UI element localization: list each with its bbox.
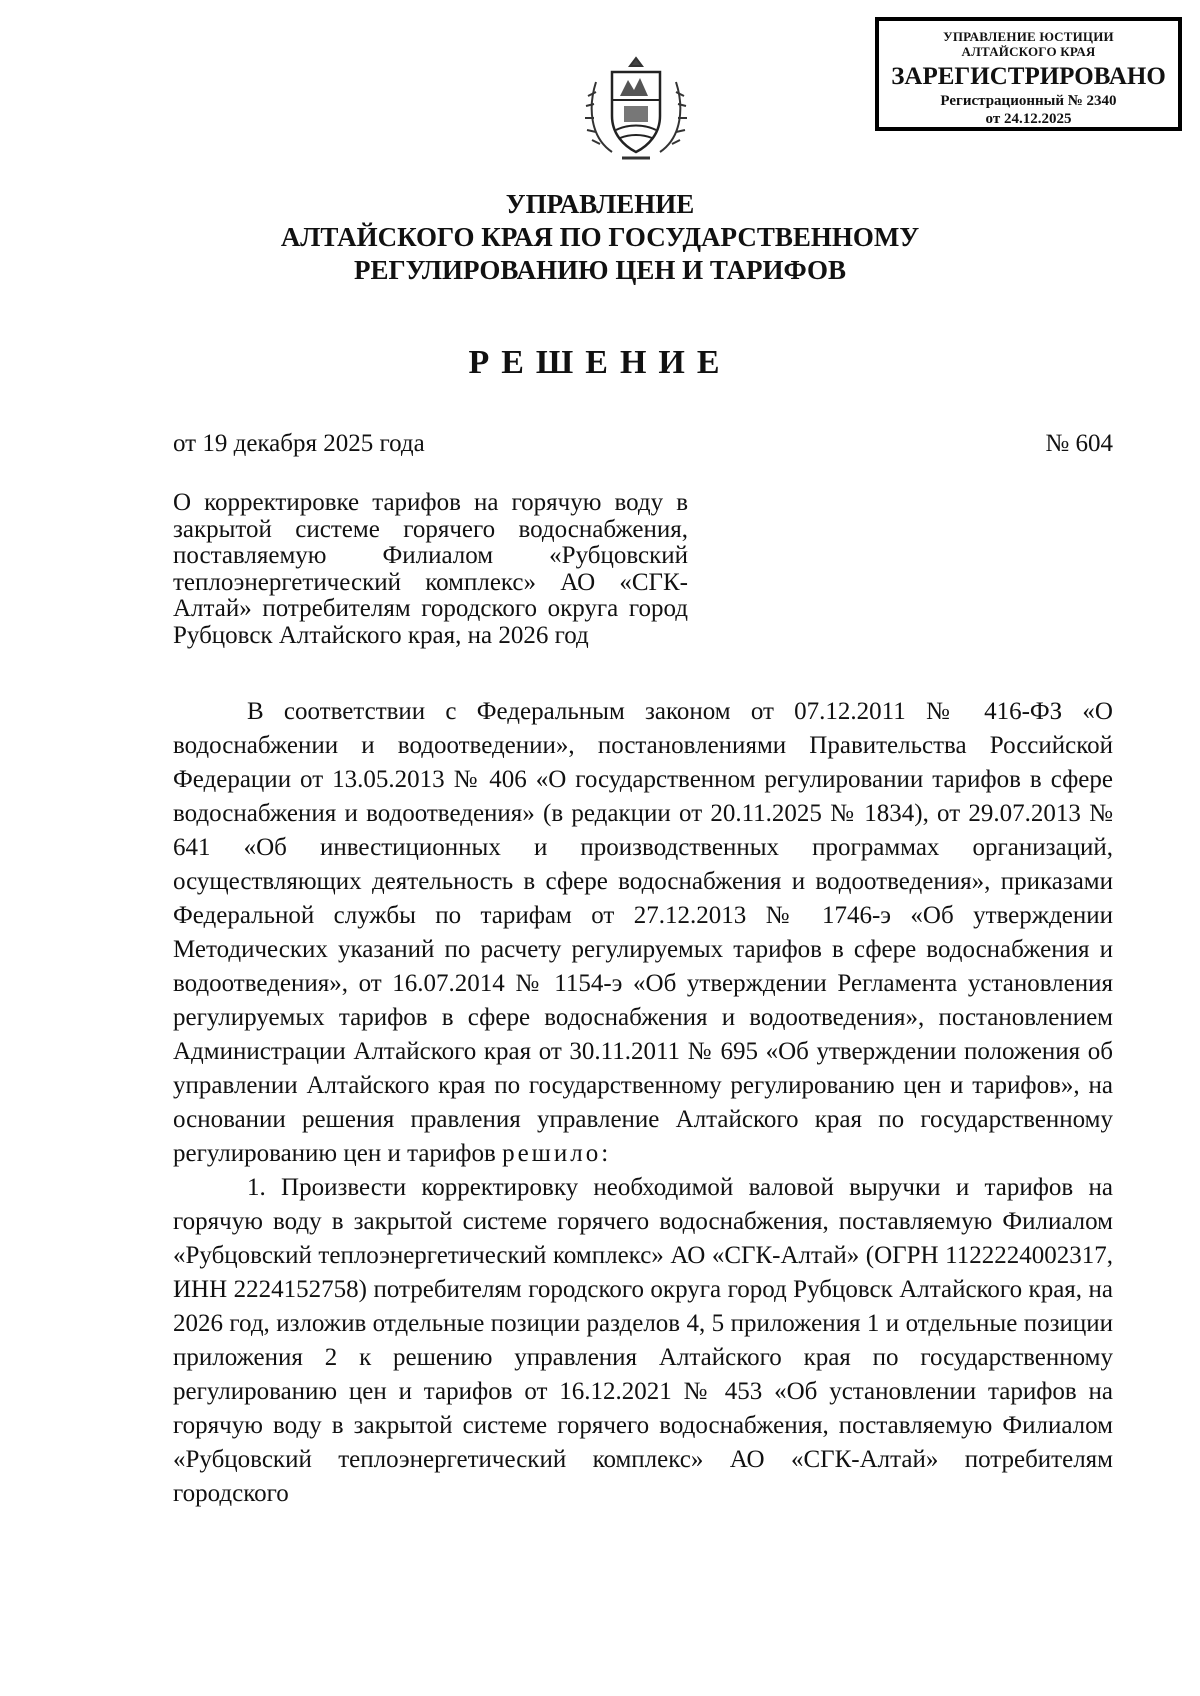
stamp-status: ЗАРЕГИСТРИРОВАНО: [891, 63, 1166, 90]
stamp-reg-date: от 24.12.2025: [985, 111, 1072, 127]
document-date: от 19 декабря 2025 года: [173, 430, 425, 457]
document-title: РЕШЕНИЕ: [468, 344, 732, 381]
preamble-paragraph: [173, 695, 1113, 1171]
header-line: УПРАВЛЕНИЕ: [505, 189, 695, 219]
registration-stamp: [875, 17, 1182, 131]
stamp-org: УПРАВЛЕНИЕ ЮСТИЦИИ АЛТАЙСКОГО КРАЯ: [943, 29, 1114, 59]
preamble-text: В соответствии с Федеральным законом от 07.12.2011 № 416-ФЗ «О водоснабжении и водоотведении», постановлениями Правительства Российской Федерации от 13.05.2013 № 406 «О государственном регулировании тарифов в сфере водоснабжения и водоотведения» (в редакции от 20.11.2025 № 1834), от 29.07.2013 № 641 «Об инвестиционных и производственных программах организаций, осуществляющих деятельность в сфере водоснабжения и водоотведения», приказами Федеральной службы по тарифам от 27.12.2013 № 1746-э «Об утверждении Методических указаний по расчету регулируемых тарифов в сфере водоснабжения и водоотведения», от 16.07.2014 № 1154-э «Об утверждении Регламента установления регулируемых тарифов в сфере водоснабжения и водоотведения», постановлением Администрации Алтайского края от 30.11.2011 № 695 «Об утверждении положения об управлении Алтайского края по государственному регулированию цен и тарифов», на основании решения правления управление Алтайского края по государственному регулированию цен и тарифов: [173, 698, 1113, 1167]
document-number: № 604: [1045, 430, 1113, 457]
header-line: АЛТАЙСКОГО КРАЯ ПО ГОСУДАРСТВЕННОМУ: [280, 222, 920, 252]
stamp-reg-number: Регистрационный № 2340: [940, 93, 1117, 109]
authority-header: [0, 188, 1200, 287]
document-subject: О корректировке тарифов на горячую воду в закрытой системе горячего водоснабжения, поставляемую Филиалом «Рубцовский теплоэнергетический комплекс» АО «СГК-Алтай» потребителям городского округа город Рубцовск Алтайского края, на 2026 год: [173, 489, 688, 649]
coat-of-arms-icon: [582, 52, 690, 166]
header-line: РЕГУЛИРОВАНИЮ ЦЕН И ТАРИФОВ: [353, 255, 847, 285]
decided-word: решило:: [502, 1140, 612, 1167]
document-body: [173, 695, 1113, 1511]
item-1-paragraph: 1. Произвести корректировку необходимой валовой выручки и тарифов на горячую воду в закрытой системе горячего водоснабжения, поставляемую Филиалом «Рубцовский теплоэнергетический комплекс» АО «СГК-Алтай» (ОГРН 1122224002317, ИНН 2224152758) потребителям городского округа город Рубцовск Алтайского края, на 2026 год, изложив отдельные позиции разделов 4, 5 приложения 1 и отдельные позиции приложения 2 к решению управления Алтайского края по государственному регулированию цен и тарифов от 16.12.2021 № 453 «Об установлении тарифов на горячую воду в закрытой системе горячего водоснабжения, поставляемую Филиалом «Рубцовский теплоэнергетический комплекс» АО «СГК-Алтай» потребителям городского: [173, 1174, 1113, 1507]
date-number-line: [173, 430, 1113, 458]
